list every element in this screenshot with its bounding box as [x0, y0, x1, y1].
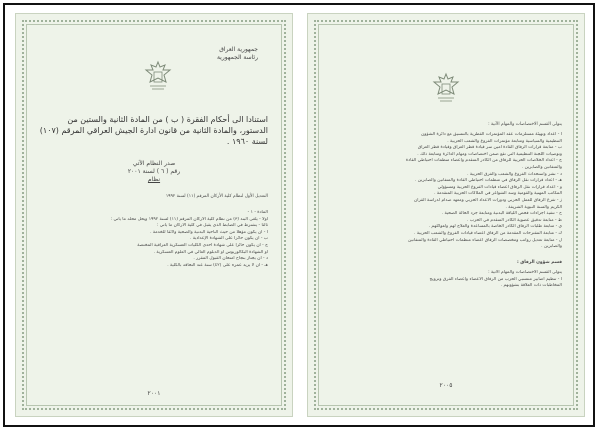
header-line: رئاسة الجمهورية — [216, 54, 258, 61]
decree-headings — [86, 160, 222, 184]
duties-list — [326, 132, 562, 251]
duty-line: ي - متابعة طلبات الرفاق الكادر الخاصة بالمساعدة والعلاج لهم ولعوائلهم . — [428, 224, 562, 230]
body-line: المادة - ١ - — [247, 210, 268, 215]
duty-line: ب - متابعة قرارات الرفاق القادة أمين سر قيادة قطر العراق وقيادة قطر العراق — [417, 145, 562, 151]
duty-line: ز - تفرغ الرفاق للعمل الحزبي ودورات الاعداد الحزبي ومعهد صدام لدراسة القرآن — [414, 197, 562, 203]
duty-line: الكريم والسنة النبوية الشريفة . — [505, 204, 562, 210]
section-heading: قسم شؤون الرفاق : — [516, 260, 562, 265]
decree-type: نظام — [147, 176, 161, 183]
intro-line: الدستور، والمادة الثانية من قانون ادارة الجيش العراقي المرقم (١٠٧) — [39, 126, 268, 135]
duty-line: و - اعداد قرارات نقل الرفاق أعضاء قيادات الفروع الحزبية ومسؤولي — [437, 184, 562, 190]
body-line: د - أن يجتاز بنجاح امتحان القبول المقرر . — [193, 256, 268, 262]
body-line: ثالثا - يشترط في الضابط الذي يقبل في كلية الأركان ما يأتي : — [156, 223, 268, 229]
page-number: ٢٠٠٥ — [439, 382, 453, 389]
header-line: جمهورية العراق — [219, 46, 258, 53]
duty-line: يتولى القسم الاختصاصات والمهام الآتية : — [488, 270, 562, 275]
decree-title: التعديل الأول لنظام كلية الأركان المرقم (١١) لسنة ١٩٩٢ — [165, 194, 268, 199]
body-line: ب - أن يكون حائزا على الشهادة الإعدادية . — [189, 236, 268, 242]
duty-line: والمتفانين والصابرين . — [521, 164, 562, 170]
duty-line: والصابرين . — [541, 244, 562, 250]
duty-line: ج - اعداد الخلاصات الحزبية للرفاق من الكادر المتقدم وأعضاء منظمات احتياطي القادة — [405, 158, 562, 164]
body-line: أولا - يلغى البند (٣) من نظام كلية الأركان المرقم (١١) لسنة ١٩٩٢ ويحل محله ما يأتي : — [110, 216, 268, 222]
left-document-page — [16, 14, 292, 416]
duty-line: وتوصيات اللجنة التنظيمية التي تقع ضمن اختصاصات ومهام الدائرة ومتابعة ذلك . — [417, 151, 562, 157]
page-number: ٢٠٠١ — [147, 390, 161, 397]
decree-heading: صدر النظام الآتي — [132, 160, 176, 167]
intro-line: استنادا الى أحكام الفقرة ( ب ) من المادة الثانية والستين من — [67, 115, 268, 124]
duty-line: ل - متابعة تعديل رواتب ومخصصات الرفاق أعضاء منظمات احتياطي القادة والمتفانين — [407, 237, 562, 243]
duty-line: ح - تنفيذ اجراءات فحص اللياقة البدنية ومتابعة جرد الحالة الصحية . — [441, 211, 562, 217]
section2-list — [326, 270, 562, 290]
body-line: أو الشهادة البكالوريوس أو الدبلوم العالي في العلوم العسكرية . — [153, 249, 268, 255]
right-document-page — [308, 14, 584, 416]
document-header — [217, 46, 258, 62]
intro-line: لسنة ١٩٦٠ . — [226, 137, 268, 146]
section-intro: يتولى القسم الاختصاصات والمهام الآتية : — [488, 122, 562, 127]
duty-line: ك - متابعة المقترحات المقدمة من الرفاق أعضاء قيادات الفروع والشعب الحزبية . — [414, 230, 562, 236]
eagle-emblem-icon — [144, 60, 172, 94]
duty-line: د - نشر واستحداث الفروع والشعب والفرق الحزبية . — [467, 171, 562, 177]
eagle-emblem-icon — [432, 72, 460, 106]
duty-line: المخاطبات ذات العلاقة بشؤونهم . — [500, 283, 562, 289]
duty-line: ط - متابعة تدقيق عضوية الكادر المتقدم في الحزب . — [467, 217, 562, 223]
decree-body — [36, 210, 268, 269]
body-line: ج - أن يكون حائزا على شهادة احدى الكليات العسكرية العراقية المختصة — [137, 242, 268, 248]
body-line: أ - أن يكون مؤهلا من حيث الناحية البدنية والصحية ولائقا للخدمة . — [150, 229, 268, 235]
decree-number: رقم ( ٦ ) لسنة ٢٠٠١ — [127, 168, 181, 175]
body-line: هـ - أن لا يزيد عمره على (٤٢) سنة عند التحاقه بالكلية . — [167, 262, 268, 268]
duty-line: أ - تنظيم أضابير منتسبي الحزب من الرفاق الأعضاء وأعضاء الفرق وترويج — [429, 276, 562, 282]
duty-line: التنظيمية والسياسية ومتابعة مؤتمرات الفروع والشعب الحزبية . — [447, 138, 562, 144]
duty-line: المكاتب المهنية والقومية وسد الشواغر في الملاكات الحزبية المتقدمة . — [434, 191, 562, 197]
duty-line: أ - اعداد وتهيئة مستلزمات عقد المؤتمرات القطرية بالتنسيق مع دائرة الشؤون — [421, 132, 562, 137]
duty-line: هـ - اعداد قرارات نقل الرفاق في منظمات احتياطي القادة والمتفانين والصابرين . — [415, 178, 562, 184]
intro-paragraph — [36, 114, 268, 147]
